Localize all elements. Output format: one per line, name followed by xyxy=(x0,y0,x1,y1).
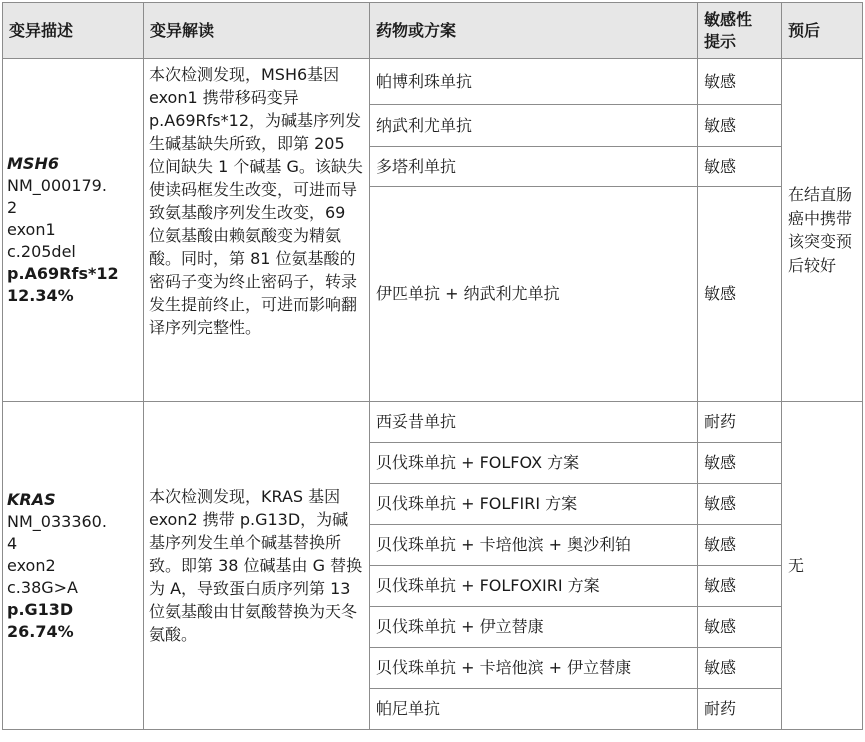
sensitivity: 敏感 xyxy=(698,147,782,187)
exon: exon1 xyxy=(7,220,56,239)
cdna-change: c.38G>A xyxy=(7,577,78,597)
header-sensitivity xyxy=(698,3,782,59)
prognosis-msh6: 在结直肠癌中携带该突变预后较好 xyxy=(782,59,863,402)
drug-name: 贝伐珠单抗 + 卡培他滨 + 奥沙利铂 xyxy=(370,525,698,566)
sensitivity: 敏感 xyxy=(698,607,782,648)
variant-description-kras xyxy=(3,402,144,730)
variant-interpretation-kras: 本次检测发现，KRAS 基因 exon2 携带 p.G13D，为碱基序列发生单个碱基替换所致。即第 38 位碱基由 G 替换为 A，导致蛋白质序列第 13 位氨基酸由甘氨酸替换为天冬氨酸。 xyxy=(144,402,370,730)
transcript-version: 2 xyxy=(7,198,18,217)
header-sensitivity-line1: 敏感性 xyxy=(704,9,753,29)
drug-name: 贝伐珠单抗 + FOLFOXIRI 方案 xyxy=(370,566,698,607)
transcript-version: 4 xyxy=(7,533,18,553)
prognosis-kras: 无 xyxy=(782,402,863,730)
sensitivity: 敏感 xyxy=(698,566,782,607)
sensitivity: 敏感 xyxy=(698,648,782,689)
table-row xyxy=(3,402,863,443)
drug-name: 贝伐珠单抗 + 卡培他滨 + 伊立替康 xyxy=(370,648,698,689)
header-variant-interpretation: 变异解读 xyxy=(144,3,370,59)
drug-name: 贝伐珠单抗 + 伊立替康 xyxy=(370,607,698,648)
drug-name: 贝伐珠单抗 + FOLFIRI 方案 xyxy=(370,484,698,525)
table-header-row xyxy=(3,3,863,59)
allele-frequency: 26.74% xyxy=(7,621,74,641)
sensitivity: 敏感 xyxy=(698,443,782,484)
sensitivity: 敏感 xyxy=(698,59,782,105)
sensitivity: 耐药 xyxy=(698,689,782,730)
transcript: NM_000179. xyxy=(7,176,107,195)
allele-frequency: 12.34% xyxy=(7,286,74,305)
drug-name: 帕尼单抗 xyxy=(370,689,698,730)
drug-name: 多塔利单抗 xyxy=(370,147,698,187)
drug-name: 伊匹单抗 + 纳武利尤单抗 xyxy=(370,187,698,402)
drug-name: 帕博利珠单抗 xyxy=(370,59,698,105)
header-drug-regimen: 药物或方案 xyxy=(370,3,698,59)
sensitivity: 敏感 xyxy=(698,105,782,147)
table-row xyxy=(3,59,863,105)
gene-name: KRAS xyxy=(7,489,56,509)
drug-name: 纳武利尤单抗 xyxy=(370,105,698,147)
header-prognosis: 预后 xyxy=(782,3,863,59)
sensitivity: 敏感 xyxy=(698,484,782,525)
drug-name: 贝伐珠单抗 + FOLFOX 方案 xyxy=(370,443,698,484)
drug-name: 西妥昔单抗 xyxy=(370,402,698,443)
gene-name: MSH6 xyxy=(7,154,59,173)
sensitivity: 敏感 xyxy=(698,525,782,566)
header-sensitivity-line2: 提示 xyxy=(704,31,737,51)
variant-table xyxy=(2,2,863,730)
header-variant-description: 变异描述 xyxy=(3,3,144,59)
variant-interpretation-msh6: 本次检测发现，MSH6基因 exon1 携带移码变异 p.A69Rfs*12，为碱基序列发生碱基缺失所致，即第 205 位间缺失 1 个碱基 G。该缺失使读码框发生改变，可进而导致氨基酸序列发生改变，69 位氨基酸由赖氨酸变为精氨酸。同时，第 81 位氨基酸的密码子变为终止密码子，转录发生提前终止，可进而影响翻译序列完整性。 xyxy=(144,59,370,402)
cdna-change: c.205del xyxy=(7,242,76,261)
sensitivity: 耐药 xyxy=(698,402,782,443)
protein-change: p.G13D xyxy=(7,599,74,619)
exon: exon2 xyxy=(7,555,56,575)
transcript: NM_033360. xyxy=(7,511,107,531)
protein-change: p.A69Rfs*12 xyxy=(7,264,119,283)
variant-description-msh6 xyxy=(3,59,144,402)
sensitivity: 敏感 xyxy=(698,187,782,402)
